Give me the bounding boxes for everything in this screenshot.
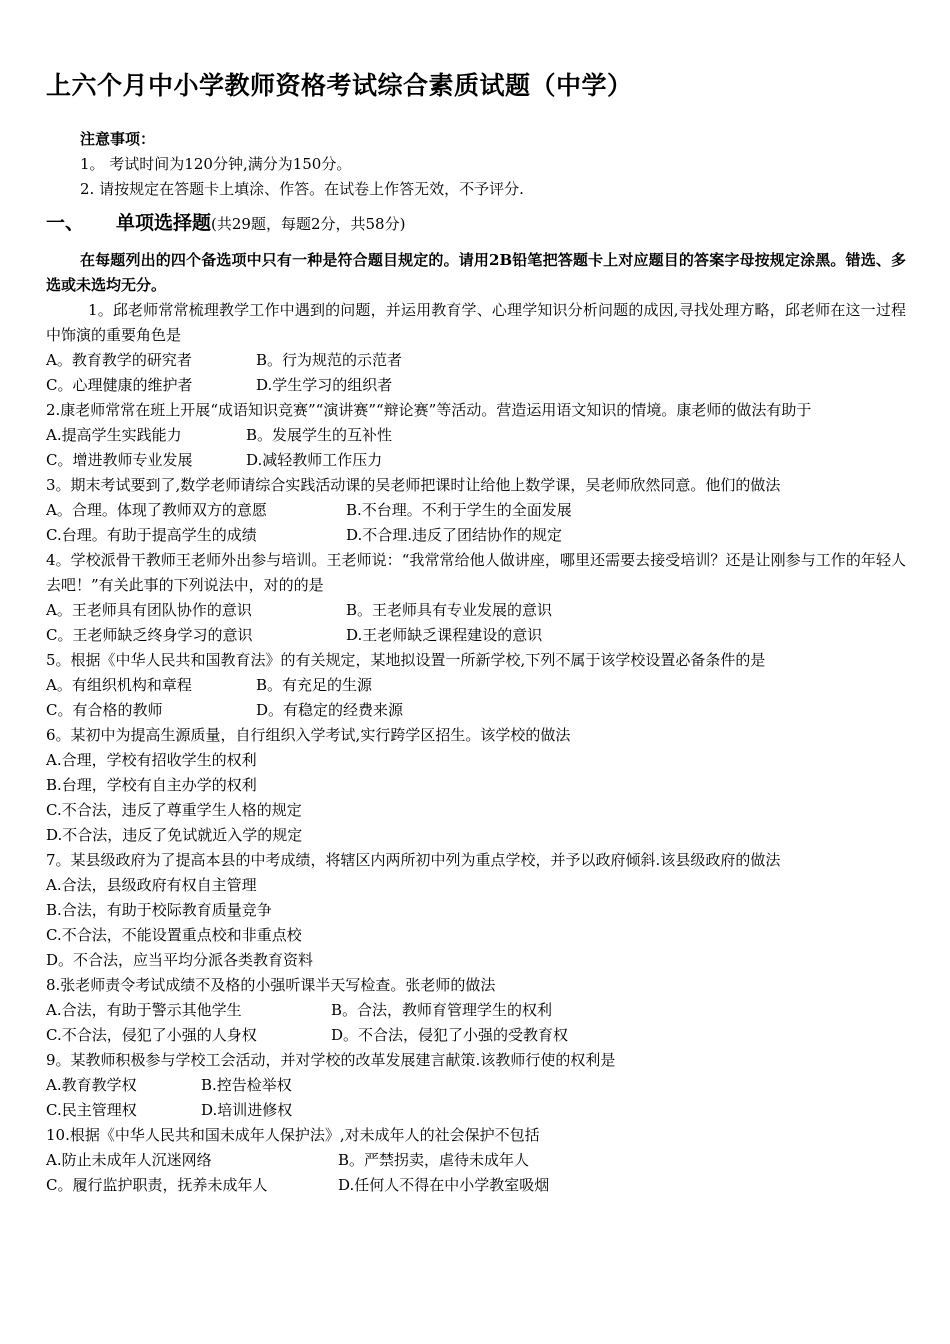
answer-option: B。合法，教师育管理学生的权利 <box>331 1001 553 1019</box>
answer-option: B。有充足的生源 <box>256 676 373 694</box>
answer-option: A。教育教学的研究者 <box>46 351 192 369</box>
answer-option: A.防止未成年人沉迷网络 <box>46 1151 212 1169</box>
answer-option: A。有组织机构和章程 <box>46 676 192 694</box>
answer-option: A.提高学生实践能力 <box>46 426 182 444</box>
answer-option: D。有稳定的经费来源 <box>256 701 404 719</box>
answer-option: B.不台理。不利于学生的全面发展 <box>346 501 572 519</box>
section-instructions: 在每题列出的四个备选项中只有一种是符合题目规定的。请用2B铅笔把答题卡上对应题目的答案字母按规定涂黑。错选、多选或未选均无分。 <box>46 251 906 294</box>
question-stem: 5。根据《中华人民共和国教育法》的有关规定，某地拟设置一所新学校,下列不属于该学校设置必备条件的是 <box>46 651 766 669</box>
question-item <box>46 298 906 398</box>
question-item <box>46 548 906 648</box>
question-item <box>46 473 906 548</box>
question-stem: 8.张老师责令考试成绩不及格的小强听课半天写检查。张老师的做法 <box>46 976 496 994</box>
answer-option: A.教育教学权 <box>46 1076 137 1094</box>
answer-option: D.任何人不得在中小学教室吸烟 <box>338 1176 550 1194</box>
answer-option: D.学生学习的组织者 <box>256 376 393 394</box>
answer-option: D。不合法，应当平均分派各类教育资料 <box>46 951 314 969</box>
question-stem: 9。某教师积极参与学校工会活动，并对学校的改革发展建言献策.该教师行使的权利是 <box>46 1051 616 1069</box>
notes-block <box>80 127 524 202</box>
option-row <box>46 598 906 623</box>
answer-option: C。王老师缺乏终身学习的意识 <box>46 626 253 644</box>
answer-option: D.减轻教师工作压力 <box>246 451 383 469</box>
answer-option: A。合理。体现了教师双方的意愿 <box>46 501 267 519</box>
answer-option: D。不合法，侵犯了小强的受教育权 <box>331 1026 569 1044</box>
option-row <box>46 1073 906 1098</box>
question-item <box>46 1123 906 1198</box>
question-stem: 6。某初中为提高生源质量，自行组织入学考试,实行跨学区招生。该学校的做法 <box>46 726 571 744</box>
section-name: 单项选择题 <box>116 212 212 234</box>
option-row <box>46 423 906 448</box>
answer-option: C.不合法，侵犯了小强的人身权 <box>46 1026 257 1044</box>
page-title: 上六个月中小学教师资格考试综合素质试题（中学） <box>46 71 633 100</box>
section-heading <box>46 208 405 235</box>
option-row <box>46 698 906 723</box>
question-item <box>46 848 906 973</box>
answer-option: D.王老师缺乏课程建设的意识 <box>346 626 543 644</box>
option-row <box>46 498 906 523</box>
option-row <box>46 348 906 373</box>
answer-option: B。发展学生的互补性 <box>246 426 393 444</box>
answer-option: C。心理健康的维护者 <box>46 376 193 394</box>
answer-option: C。有合格的教师 <box>46 701 163 719</box>
answer-option: B。严禁拐卖，虐待未成年人 <box>338 1151 530 1169</box>
question-stem: 2.康老师常常在班上开展“成语知识竞赛”“演讲赛”“辩论赛”等活动。营造运用语文知识的情境。康老师的做法有助于 <box>46 401 812 419</box>
answer-option: B.合法，有助于校际教育质量竞争 <box>46 901 272 919</box>
question-stem: 3。期末考试要到了,数学老师请综合实践活动课的吴老师把课时让给他上数学课，吴老师欣然同意。他们的做法 <box>46 476 781 494</box>
option-row <box>46 448 906 473</box>
answer-option: B。行为规范的示范者 <box>256 351 403 369</box>
question-item <box>46 723 906 848</box>
answer-option: A.合理，学校有招收学生的权利 <box>46 751 257 769</box>
option-row <box>46 998 906 1023</box>
answer-option: A。王老师具有团队协作的意识 <box>46 601 252 619</box>
question-stem: 1。邱老师常常梳理教学工作中遇到的问题，并运用教育学、心理学知识分析问题的成因,寻找处理方略，邱老师在这一过程中饰演的重要角色是 <box>46 301 906 344</box>
answer-option: C.台理。有助于提高学生的成绩 <box>46 526 257 544</box>
question-list <box>46 298 906 1198</box>
answer-option: C。增进教师专业发展 <box>46 451 193 469</box>
answer-option: D.不合理.违反了团结协作的规定 <box>346 526 563 544</box>
answer-option: B.台理，学校有自主办学的权利 <box>46 776 257 794</box>
answer-option: C.不合法，不能设置重点校和非重点校 <box>46 926 302 944</box>
option-row <box>46 1098 906 1123</box>
option-row <box>46 1023 906 1048</box>
answer-option: C.民主管理权 <box>46 1101 137 1119</box>
option-row <box>46 623 906 648</box>
answer-option: D.培训进修权 <box>201 1101 293 1119</box>
answer-option: C.不合法，违反了尊重学生人格的规定 <box>46 801 302 819</box>
option-row <box>46 673 906 698</box>
option-row <box>46 1173 906 1198</box>
answer-option: C。履行监护职责，抚养未成年人 <box>46 1176 268 1194</box>
note-item: 2. 请按规定在答题卡上填涂、作答。在试卷上作答无效，不予评分. <box>80 180 524 198</box>
section-number: 一、 <box>46 212 85 234</box>
question-item <box>46 1048 906 1123</box>
notes-heading: 注意事项： <box>80 130 156 148</box>
answer-option: B。王老师具有专业发展的意识 <box>346 601 553 619</box>
question-stem: 4。学校派骨干教师王老师外出参与培训。王老师说：“我常常给他人做讲座，哪里还需要去接受培训？还是让刚参与工作的年轻人去吧！”有关此事的下列说法中，对的的是 <box>46 551 906 594</box>
question-stem: 7。某县级政府为了提高本县的中考成绩，将辖区内两所初中列为重点学校，并予以政府倾斜.该县级政府的做法 <box>46 851 781 869</box>
question-item <box>46 398 906 473</box>
section-detail: (共29题，每题2分，共58分) <box>211 215 406 233</box>
option-row <box>46 523 906 548</box>
answer-option: B.控告检举权 <box>201 1076 292 1094</box>
option-row <box>46 373 906 398</box>
question-item <box>46 648 906 723</box>
question-stem: 10.根据《中华人民共和国未成年人保护法》,对未成年人的社会保护不包括 <box>46 1126 540 1144</box>
answer-option: A.合法，县级政府有权自主管理 <box>46 876 257 894</box>
note-item: 1。 考试时间为120分钟,满分为150分。 <box>80 155 352 173</box>
answer-option: D.不合法，违反了免试就近入学的规定 <box>46 826 303 844</box>
question-item <box>46 973 906 1048</box>
option-row <box>46 1148 906 1173</box>
answer-option: A.合法，有助于警示其他学生 <box>46 1001 242 1019</box>
